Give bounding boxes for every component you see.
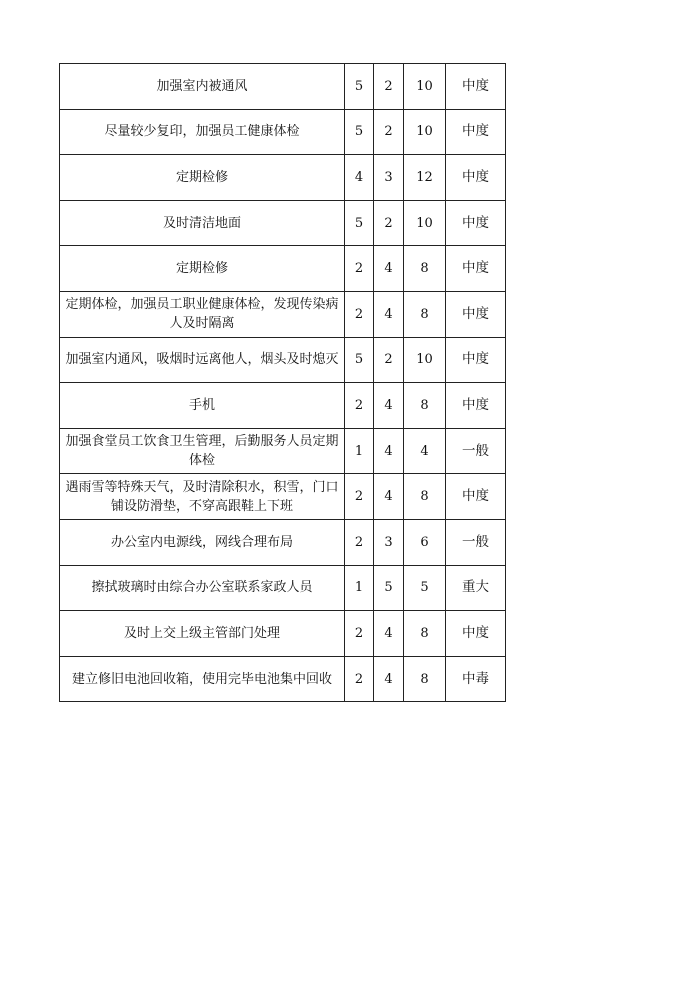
likelihood-cell: 2 (345, 519, 374, 565)
risk-level-cell: 中度 (446, 291, 506, 337)
table-row (60, 337, 506, 383)
risk-level-cell: 中度 (446, 246, 506, 292)
risk-level-cell: 一般 (446, 519, 506, 565)
table-row (60, 428, 506, 474)
risk-level-cell: 中度 (446, 611, 506, 657)
control-measure-cell: 建立修旧电池回收箱，使用完毕电池集中回收 (60, 656, 345, 702)
risk-level-cell: 重大 (446, 565, 506, 611)
risk-table-region (59, 63, 506, 702)
likelihood-cell: 5 (345, 109, 374, 155)
risk-score-cell: 8 (404, 474, 446, 520)
risk-score-cell: 4 (404, 428, 446, 474)
risk-level-cell: 一般 (446, 428, 506, 474)
exposure-cell: 3 (374, 519, 404, 565)
likelihood-cell: 5 (345, 200, 374, 246)
risk-score-cell: 10 (404, 200, 446, 246)
risk-level-cell: 中度 (446, 200, 506, 246)
control-measure-cell: 尽量较少复印，加强员工健康体检 (60, 109, 345, 155)
risk-score-cell: 5 (404, 565, 446, 611)
risk-score-cell: 10 (404, 337, 446, 383)
control-measure-cell: 定期检修 (60, 155, 345, 201)
control-measure-cell: 遇雨雪等特殊天气，及时清除积水，积雪，门口铺设防滑垫，不穿高跟鞋上下班 (60, 474, 345, 520)
likelihood-cell: 1 (345, 428, 374, 474)
table-row (60, 155, 506, 201)
risk-level-cell: 中度 (446, 109, 506, 155)
risk-level-cell: 中度 (446, 383, 506, 429)
control-measure-cell: 办公室内电源线，网线合理布局 (60, 519, 345, 565)
exposure-cell: 5 (374, 565, 404, 611)
likelihood-cell: 2 (345, 291, 374, 337)
control-measure-cell: 及时上交上级主管部门处理 (60, 611, 345, 657)
risk-score-cell: 10 (404, 64, 446, 110)
control-measure-cell: 定期检修 (60, 246, 345, 292)
table-row (60, 656, 506, 702)
control-measure-cell: 加强室内通风，吸烟时远离他人，烟头及时熄灭 (60, 337, 345, 383)
risk-level-cell: 中度 (446, 337, 506, 383)
risk-score-cell: 8 (404, 611, 446, 657)
likelihood-cell: 2 (345, 474, 374, 520)
exposure-cell: 4 (374, 611, 404, 657)
table-row (60, 565, 506, 611)
control-measure-cell: 加强食堂员工饮食卫生管理，后勤服务人员定期体检 (60, 428, 345, 474)
control-measure-cell: 加强室内被通风 (60, 64, 345, 110)
risk-score-cell: 8 (404, 383, 446, 429)
table-row (60, 109, 506, 155)
table-body (60, 64, 506, 702)
risk-score-cell: 8 (404, 246, 446, 292)
likelihood-cell: 1 (345, 565, 374, 611)
exposure-cell: 4 (374, 246, 404, 292)
table-row (60, 64, 506, 110)
control-measure-cell: 擦拭玻璃时由综合办公室联系家政人员 (60, 565, 345, 611)
risk-score-cell: 8 (404, 291, 446, 337)
table-row (60, 474, 506, 520)
likelihood-cell: 5 (345, 337, 374, 383)
risk-level-cell: 中度 (446, 155, 506, 201)
likelihood-cell: 2 (345, 611, 374, 657)
exposure-cell: 2 (374, 337, 404, 383)
likelihood-cell: 2 (345, 246, 374, 292)
table-row (60, 519, 506, 565)
risk-level-cell: 中度 (446, 64, 506, 110)
risk-score-cell: 6 (404, 519, 446, 565)
likelihood-cell: 5 (345, 64, 374, 110)
table-row (60, 383, 506, 429)
risk-level-cell: 中度 (446, 474, 506, 520)
likelihood-cell: 2 (345, 656, 374, 702)
exposure-cell: 4 (374, 474, 404, 520)
exposure-cell: 3 (374, 155, 404, 201)
risk-score-cell: 10 (404, 109, 446, 155)
risk-control-table (59, 63, 506, 702)
exposure-cell: 2 (374, 109, 404, 155)
table-row (60, 611, 506, 657)
exposure-cell: 4 (374, 656, 404, 702)
table-row (60, 291, 506, 337)
risk-score-cell: 12 (404, 155, 446, 201)
table-row (60, 200, 506, 246)
control-measure-cell: 及时清洁地面 (60, 200, 345, 246)
control-measure-cell: 手机 (60, 383, 345, 429)
exposure-cell: 4 (374, 291, 404, 337)
likelihood-cell: 2 (345, 383, 374, 429)
exposure-cell: 4 (374, 428, 404, 474)
likelihood-cell: 4 (345, 155, 374, 201)
control-measure-cell: 定期体检，加强员工职业健康体检，发现传染病人及时隔离 (60, 291, 345, 337)
table-row (60, 246, 506, 292)
risk-score-cell: 8 (404, 656, 446, 702)
risk-level-cell: 中毒 (446, 656, 506, 702)
exposure-cell: 2 (374, 200, 404, 246)
exposure-cell: 4 (374, 383, 404, 429)
exposure-cell: 2 (374, 64, 404, 110)
